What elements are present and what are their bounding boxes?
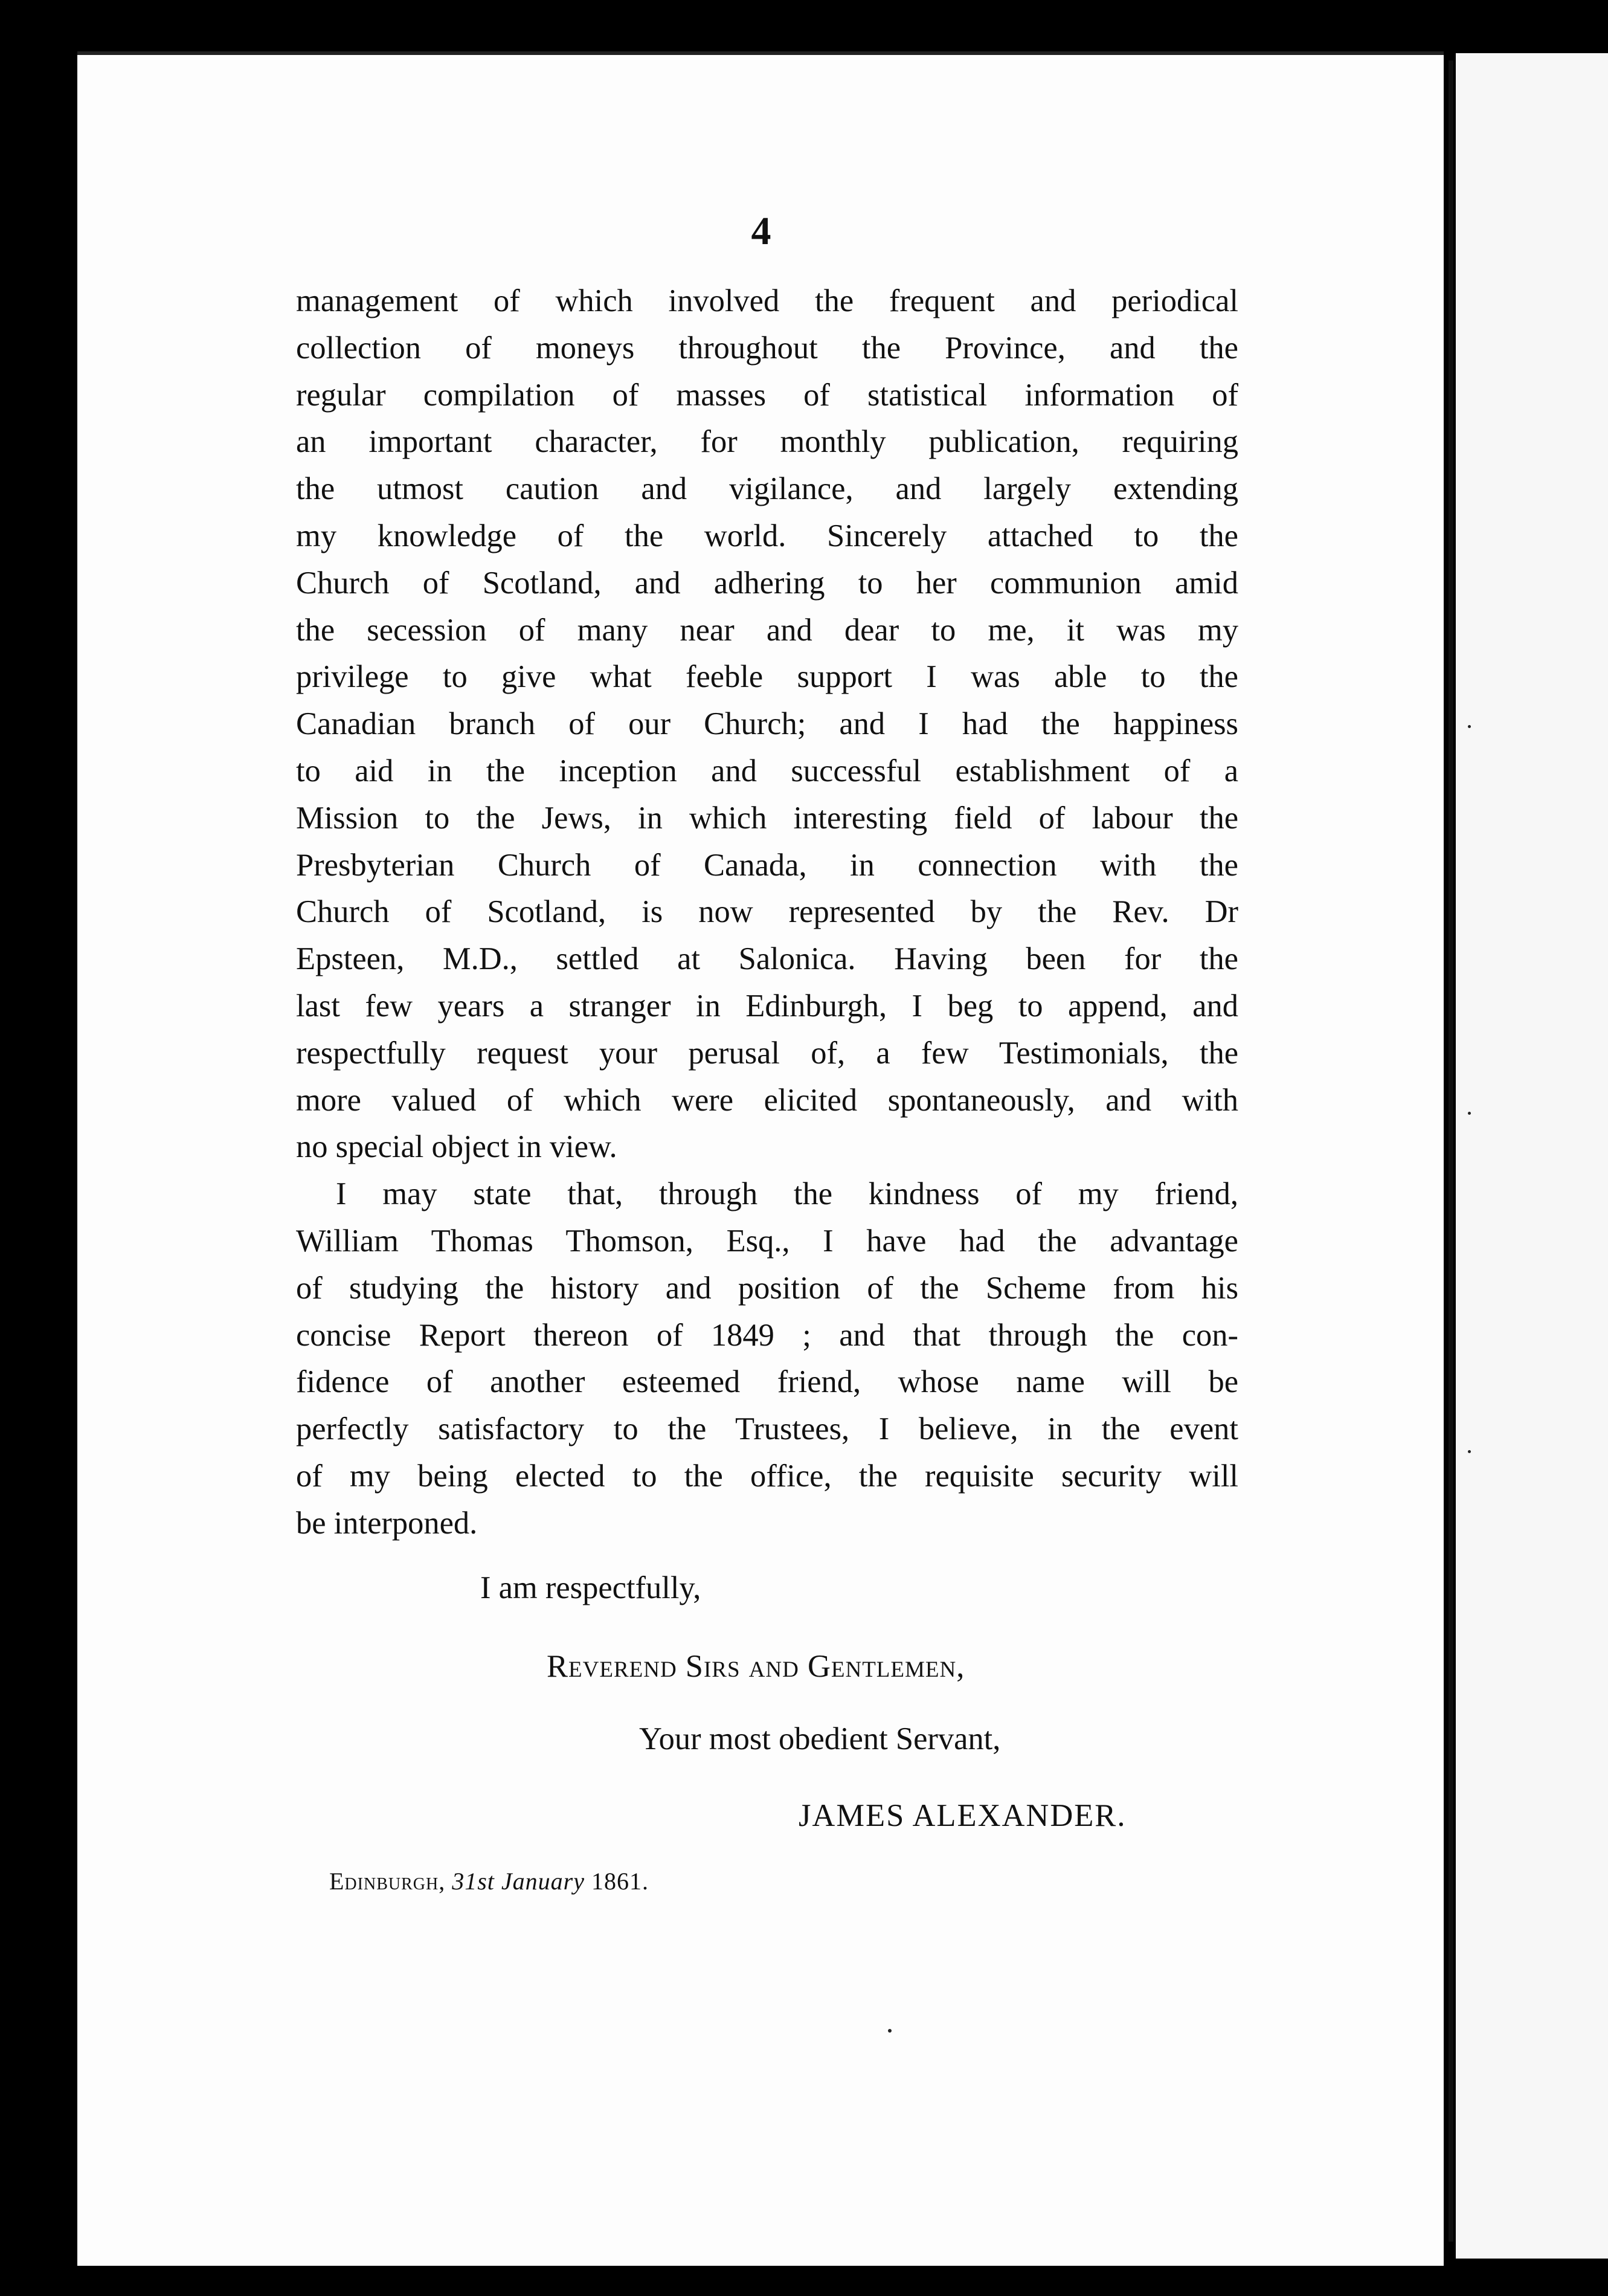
text-line: to aid in the inception and successful establishment of a bbox=[296, 753, 1238, 788]
dateline-day: 31st bbox=[452, 1868, 495, 1895]
text-line: Presbyterian Church of Canada, in connection with the bbox=[296, 847, 1238, 883]
text-line: no special object in view. bbox=[296, 1129, 617, 1165]
text-line: perfectly satisfactory to the Trustees, I believe, in the event bbox=[296, 1411, 1238, 1447]
dateline-place: Edinburgh, bbox=[329, 1868, 446, 1895]
text-line: Church of Scotland, is now represented by the Rev. Dr bbox=[296, 894, 1238, 930]
scan-speck bbox=[888, 2029, 892, 2033]
facing-page-edge bbox=[1456, 53, 1608, 2259]
signature: JAMES ALEXANDER. bbox=[799, 1798, 1127, 1833]
page-top-edge bbox=[77, 51, 1444, 55]
text-line: my knowledge of the world. Sincerely attached to the bbox=[296, 518, 1238, 553]
text-line: be interponed. bbox=[296, 1505, 478, 1541]
closing-servant: Your most obedient Servant, bbox=[639, 1721, 1001, 1756]
binding-gutter bbox=[1449, 60, 1453, 2242]
text-line: of my being elected to the office, the requisite security will bbox=[296, 1458, 1238, 1494]
text-line: Church of Scotland, and adhering to her communion amid bbox=[296, 565, 1238, 601]
dateline bbox=[329, 1867, 649, 1895]
closing-address: Reverend Sirs and Gentlemen, bbox=[547, 1649, 965, 1684]
text-line: an important character, for monthly publication, requiring bbox=[296, 424, 1238, 460]
scan-speck bbox=[1468, 725, 1471, 728]
dateline-month: January bbox=[501, 1868, 585, 1895]
text-line: privilege to give what feeble support I was able to the bbox=[296, 659, 1238, 695]
page-number: 4 bbox=[751, 209, 771, 253]
text-line: Epsteen, M.D., settled at Salonica. Having been for the bbox=[296, 941, 1238, 977]
text-line: I may state that, through the kindness of my friend, bbox=[336, 1176, 1238, 1212]
scan-speck bbox=[1468, 1450, 1471, 1453]
text-line: concise Report thereon of 1849 ; and that through the con- bbox=[296, 1317, 1238, 1353]
text-line: last few years a stranger in Edinburgh, I beg to append, and bbox=[296, 988, 1238, 1024]
text-line: fidence of another esteemed friend, whose name will be bbox=[296, 1364, 1238, 1400]
text-line: the utmost caution and vigilance, and largely extending bbox=[296, 471, 1238, 507]
closing-salutation: I am respectfully, bbox=[480, 1570, 701, 1605]
text-line: management of which involved the frequent and periodical bbox=[296, 283, 1238, 318]
text-line: more valued of which were elicited spontaneously, and with bbox=[296, 1082, 1238, 1118]
text-line: collection of moneys throughout the Province, and the bbox=[296, 330, 1238, 366]
scan-speck bbox=[1468, 1112, 1471, 1115]
dateline-year: 1861. bbox=[591, 1868, 649, 1895]
text-line: William Thomas Thomson, Esq., I have had the advantage bbox=[296, 1223, 1238, 1259]
text-line: the secession of many near and dear to me, it was my bbox=[296, 612, 1238, 648]
text-line: regular compilation of masses of statistical information of bbox=[296, 377, 1238, 413]
body-text bbox=[296, 278, 1238, 1547]
text-line: respectfully request your perusal of, a few Testimonials, the bbox=[296, 1035, 1238, 1071]
text-line: Canadian branch of our Church; and I had the happiness bbox=[296, 706, 1238, 742]
text-line: Mission to the Jews, in which interesting field of labour the bbox=[296, 800, 1238, 836]
text-line: of studying the history and position of the Scheme from his bbox=[296, 1270, 1238, 1306]
